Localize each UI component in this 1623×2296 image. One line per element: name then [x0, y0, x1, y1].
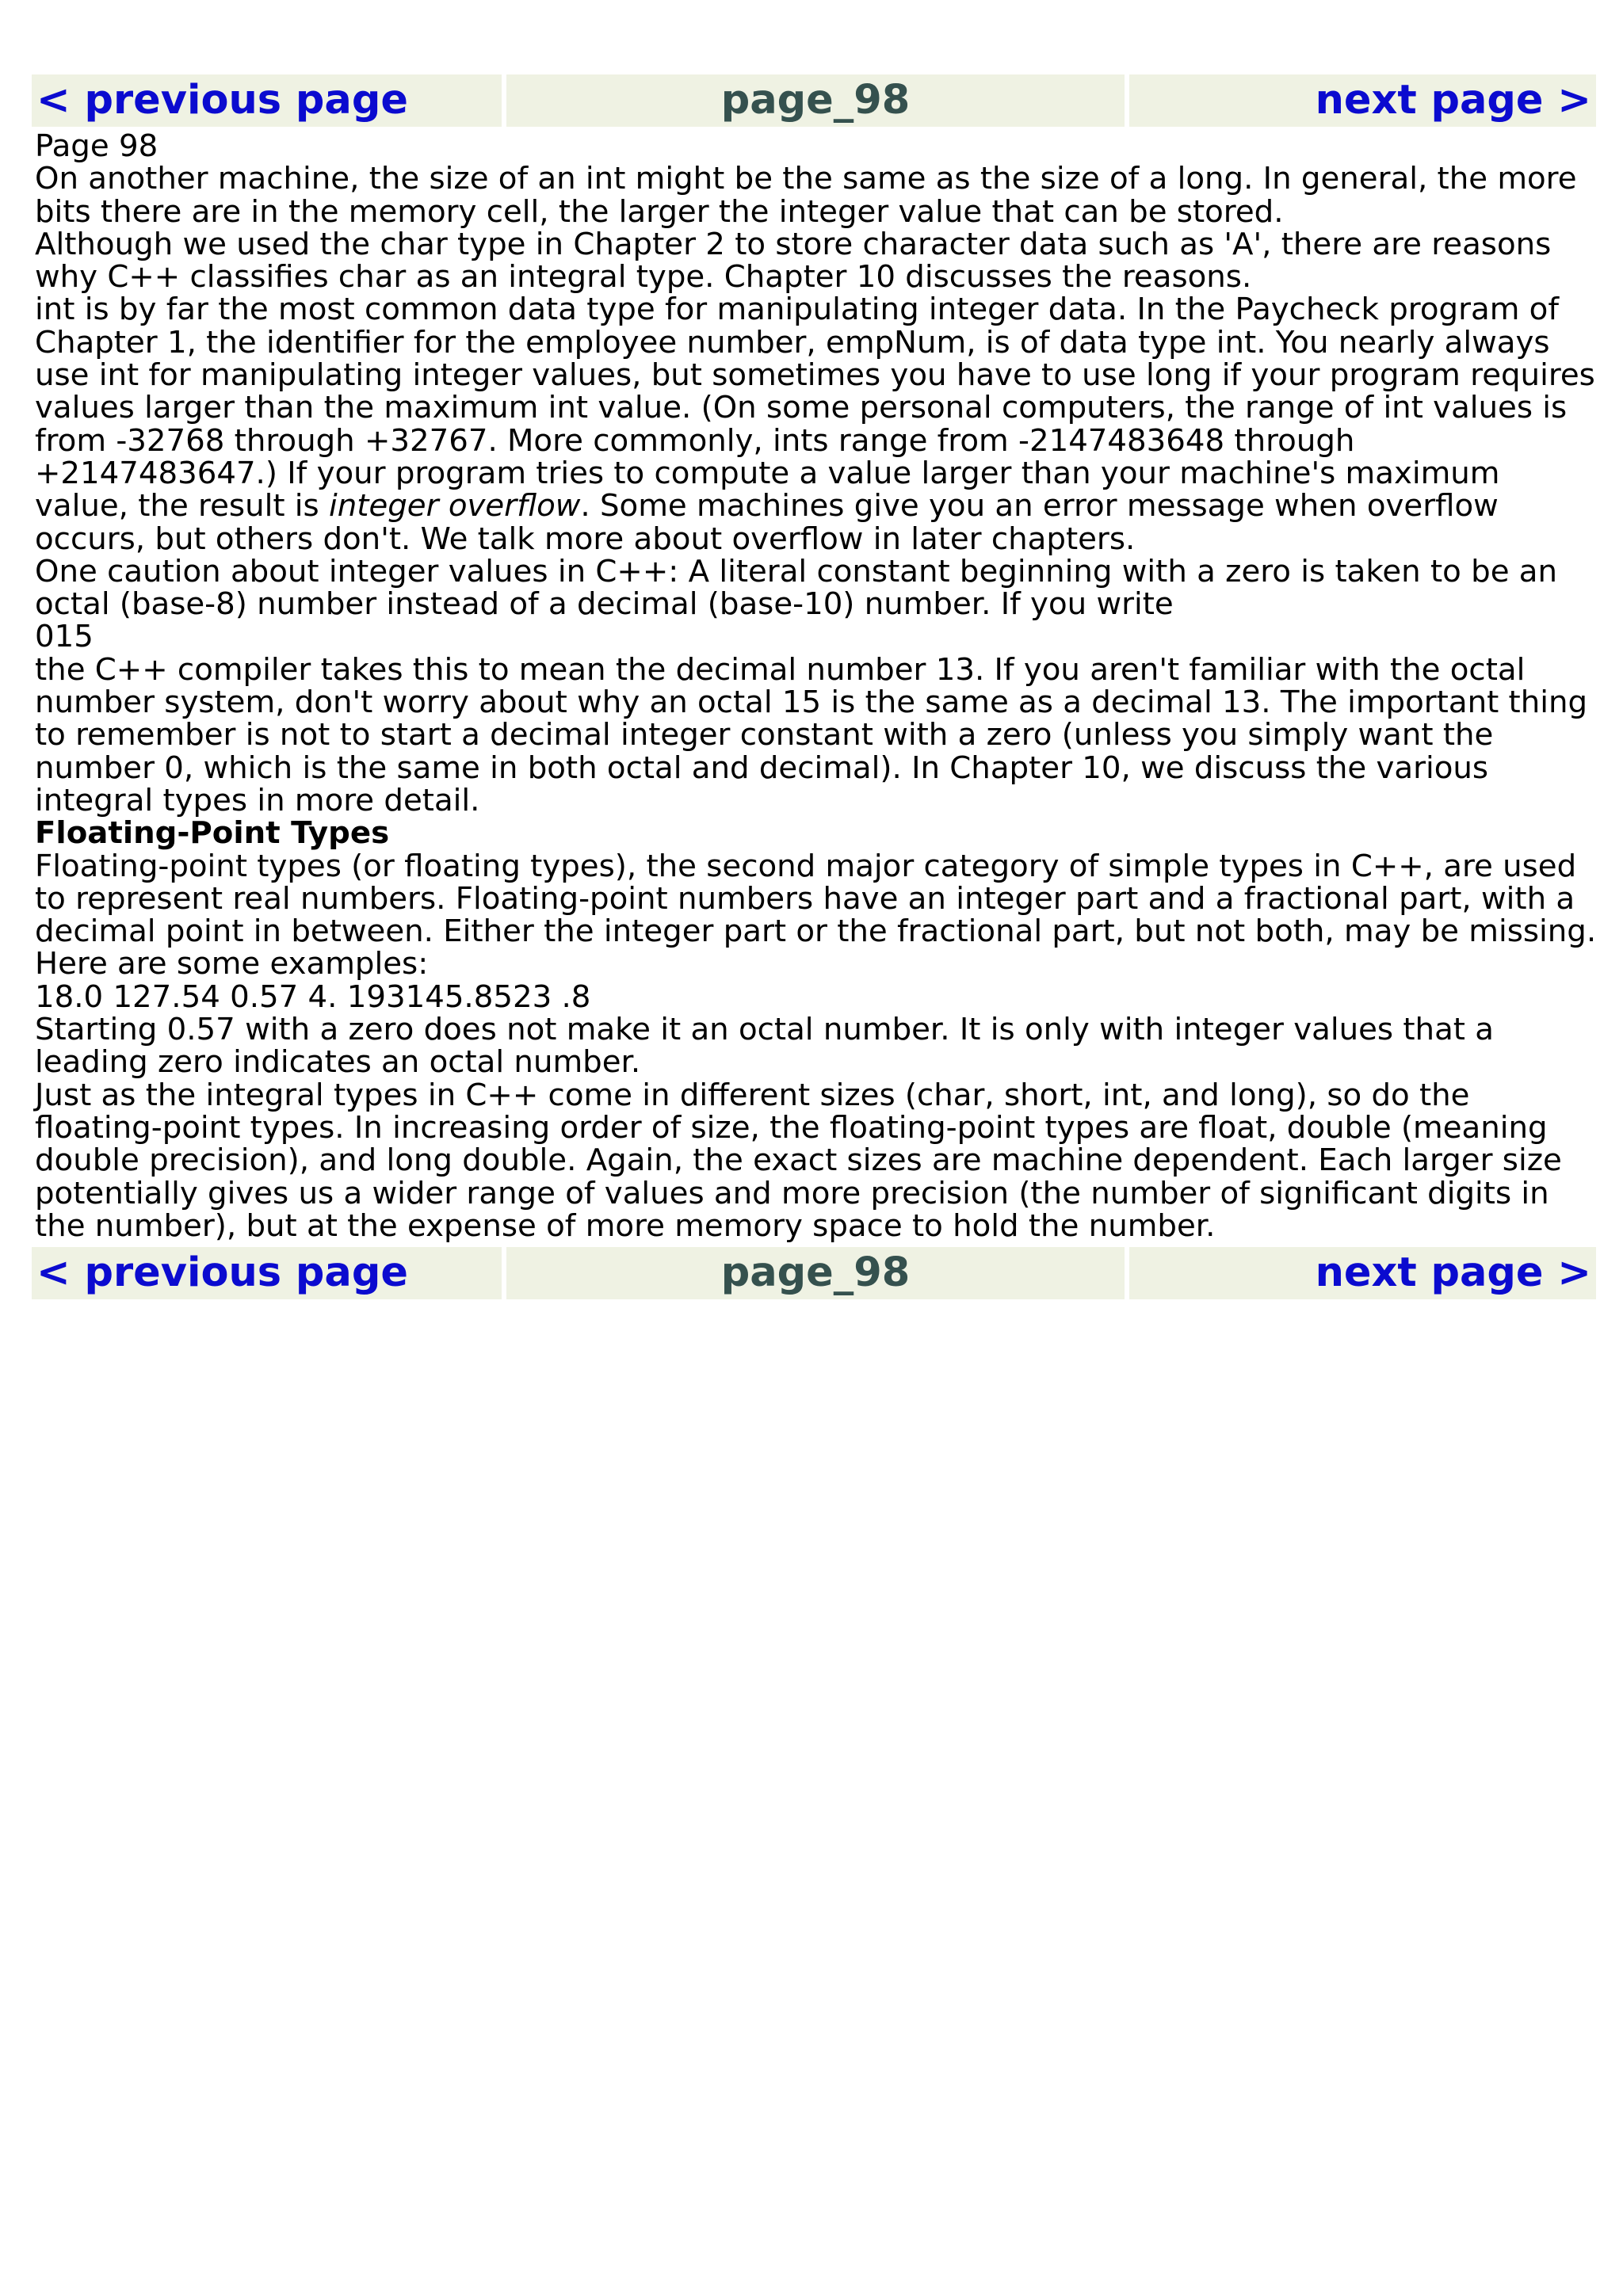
page-title: page_98 — [506, 74, 1125, 127]
page-title: page_98 — [506, 1247, 1125, 1299]
previous-page-link[interactable]: < previous page — [32, 1247, 502, 1299]
bottom-navigation-bar — [32, 1247, 1596, 1299]
code-example-octal: 015 — [35, 619, 94, 655]
next-page-link[interactable]: next page > — [1129, 74, 1596, 127]
paragraph-int-usage-text-end: . Some machines give you an error message when overflow occurs, but others don't. We talk more about overflow in later chapters. — [35, 488, 1499, 557]
floating-point-examples: 18.0 127.54 0.57 4. 193145.8523 .8 — [35, 978, 591, 1015]
page-container — [32, 74, 1596, 1299]
previous-page-link[interactable]: < previous page — [32, 74, 502, 127]
paragraph-leading-zero: Starting 0.57 with a zero does not make it an octal number. It is only with integer values that a leading zero indicates an octal number. — [35, 1012, 1494, 1081]
page-content — [35, 130, 1598, 1242]
paragraph-char-type: Although we used the char type in Chapter 2 to store character data such as 'A', there are reasons why C++ classifies char as an integral type. Chapter 10 discusses the reasons. — [35, 226, 1552, 296]
paragraph-int-size: On another machine, the size of an int might be the same as the size of a long. In general, the more bits there are in the memory cell, the larger the integer value that can be stored. — [35, 161, 1577, 230]
paragraph-octal-explanation: the C++ compiler takes this to mean the decimal number 13. If you aren't familiar with the octal number system, don't worry about why an octal 15 is the same as a decimal 13. The important thing to remember is not to start a decimal integer constant with a zero (unless you simply want the number 0, which is the same in both octal and decimal). In Chapter 10, we discuss the various integral types in more detail. — [35, 651, 1588, 818]
section-heading-floating-point: Floating-Point Types — [35, 815, 390, 852]
page-number-label: Page 98 — [35, 128, 158, 164]
next-page-link[interactable]: next page > — [1129, 1247, 1596, 1299]
top-navigation-bar — [32, 74, 1596, 127]
paragraph-int-usage — [35, 293, 1598, 555]
paragraph-int-usage-text: int is by far the most common data type for manipulating integer data. In the Paycheck program of Chapter 1, the identifier for the employee number, empNum, is of data type int. You nearly always use int for manipulating integer values, but sometimes you have to use long if your program requires values larger than the maximum int value. (On some personal computers, the range of int values is from -32768 through +32767. More commonly, ints range from -2147483648 through +2147483647.) If your program tries to compute a value larger than your machine's maximum value, the result is — [35, 292, 1595, 524]
paragraph-octal-caution: One caution about integer values in C++: A literal constant beginning with a zero is taken to be an octal (base-8) number instead of a decimal (base-10) number. If you write — [35, 553, 1558, 623]
paragraph-floating-types: Floating-point types (or floating types), the second major category of simple types in C++, are used to represent real numbers. Floating-point numbers have an integer part and a fractional part, with a decimal point in between. Either the integer part or the fractional part, but not both, may be missing. Here are some examples: — [35, 848, 1597, 982]
paragraph-floating-sizes: Just as the integral types in C++ come in different sizes (char, short, int, and long), so do the floating-point types. In increasing order of size, the floating-point types are float, double (meaning double precision), and long double. Again, the exact sizes are machine dependent. Each larger size potentially gives us a wider range of values and more precision (the number of significant digits in the number), but at the expense of more memory space to hold the number. — [35, 1077, 1562, 1244]
integer-overflow-term: integer overflow — [329, 488, 581, 524]
